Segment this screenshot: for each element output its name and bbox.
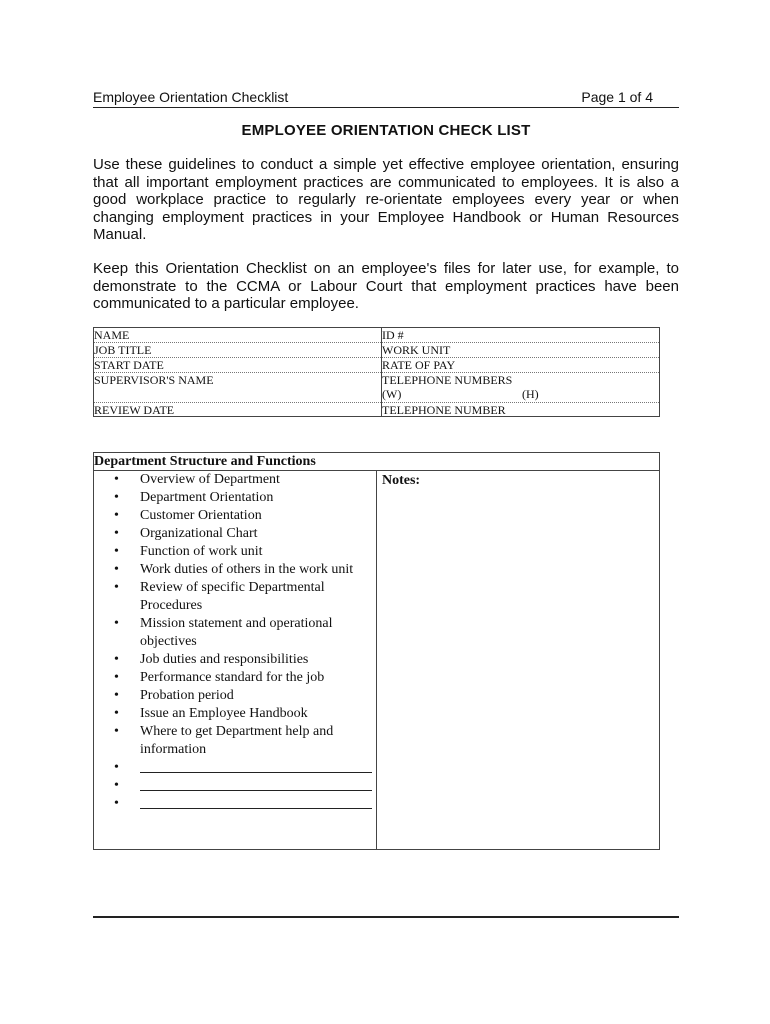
list-item-text: Probation period bbox=[140, 688, 234, 703]
list-item bbox=[94, 705, 376, 723]
list-item-text: Mission statement and operational objectives bbox=[140, 616, 333, 649]
bullet-icon: • bbox=[114, 472, 119, 487]
list-item bbox=[94, 543, 376, 561]
list-item bbox=[94, 579, 376, 615]
department-checklist bbox=[94, 471, 376, 813]
blank-list-item[interactable] bbox=[94, 777, 376, 795]
bullet-icon: • bbox=[114, 688, 119, 703]
list-item bbox=[94, 669, 376, 687]
footer-rule bbox=[93, 916, 679, 918]
id-field[interactable]: ID # bbox=[382, 328, 659, 343]
blank-list-item[interactable] bbox=[94, 795, 376, 813]
telephone-numbers-subfields bbox=[382, 387, 659, 401]
header-page-number: Page 1 of 4 bbox=[581, 89, 653, 105]
bullet-icon: • bbox=[114, 724, 119, 739]
list-item-text: Organizational Chart bbox=[140, 526, 258, 541]
department-structure-table bbox=[93, 452, 660, 850]
list-item-text: Job duties and responsibilities bbox=[140, 652, 309, 667]
name-field[interactable]: NAME bbox=[94, 328, 381, 343]
list-item bbox=[94, 687, 376, 705]
bullet-icon: • bbox=[114, 544, 119, 559]
employee-info-table bbox=[93, 327, 660, 417]
list-item-text: Function of work unit bbox=[140, 544, 263, 559]
bullet-icon: • bbox=[114, 760, 119, 775]
list-item bbox=[94, 507, 376, 525]
list-item-text: Performance standard for the job bbox=[140, 670, 325, 685]
bullet-icon: • bbox=[114, 778, 119, 793]
column-divider bbox=[376, 471, 377, 849]
list-item bbox=[94, 723, 376, 759]
list-item bbox=[94, 489, 376, 507]
department-section-heading: Department Structure and Functions bbox=[94, 453, 659, 471]
list-item-text: Review of specific Departmental Procedures bbox=[140, 580, 325, 613]
list-item bbox=[94, 525, 376, 543]
storage-paragraph: Keep this Orientation Checklist on an employee's files for later use, for example, to demonstrate to the CCMA or Labour Court that employment practices have been communicated to a particular employee. bbox=[93, 260, 679, 312]
list-item-text: Customer Orientation bbox=[140, 508, 262, 523]
bullet-icon: • bbox=[114, 526, 119, 541]
intro-paragraph: Use these guidelines to conduct a simple yet effective employee orientation, ensuring that all important employment practices are communicated to employees. It is also a good workplace practice to regularly re-orientate employees every year or when changing employment practices in your Employee Handbook or Human Resources Manual. bbox=[93, 156, 679, 243]
work-unit-field[interactable]: WORK UNIT bbox=[382, 343, 659, 358]
telephone-numbers-label: TELEPHONE NUMBERS bbox=[382, 373, 513, 387]
job-title-field[interactable]: JOB TITLE bbox=[94, 343, 381, 358]
document-title: EMPLOYEE ORIENTATION CHECK LIST bbox=[241, 122, 531, 139]
list-item-text: Issue an Employee Handbook bbox=[140, 706, 308, 721]
bullet-icon: • bbox=[114, 562, 119, 577]
bullet-icon: • bbox=[114, 490, 119, 505]
supervisor-name-field[interactable]: SUPERVISOR'S NAME bbox=[94, 373, 381, 403]
list-item-text: Department Orientation bbox=[140, 490, 274, 505]
blank-list-item[interactable] bbox=[94, 759, 376, 777]
work-phone-label: (W) bbox=[382, 387, 402, 401]
bullet-icon: • bbox=[114, 508, 119, 523]
bullet-icon: • bbox=[114, 706, 119, 721]
page-header bbox=[93, 89, 679, 108]
list-item-text: Overview of Department bbox=[140, 472, 280, 487]
bullet-icon: • bbox=[114, 616, 119, 631]
employee-info-left-column bbox=[94, 328, 382, 416]
list-item-text: Work duties of others in the work unit bbox=[140, 562, 354, 577]
bullet-icon: • bbox=[114, 652, 119, 667]
bullet-icon: • bbox=[114, 670, 119, 685]
blank-entry-line[interactable] bbox=[140, 759, 372, 773]
notes-label: Notes: bbox=[382, 473, 421, 488]
list-item bbox=[94, 651, 376, 669]
employee-info-right-column bbox=[382, 328, 659, 416]
list-item bbox=[94, 471, 376, 489]
bullet-icon: • bbox=[114, 580, 119, 595]
list-item-text: Where to get Department help and information bbox=[140, 724, 334, 757]
header-document-title: Employee Orientation Checklist bbox=[93, 89, 289, 105]
rate-of-pay-field[interactable]: RATE OF PAY bbox=[382, 358, 659, 373]
start-date-field[interactable]: START DATE bbox=[94, 358, 381, 373]
home-phone-label: (H) bbox=[522, 387, 539, 401]
telephone-numbers-field[interactable] bbox=[382, 373, 659, 403]
review-date-field[interactable]: REVIEW DATE bbox=[94, 403, 175, 417]
blank-entry-line[interactable] bbox=[140, 795, 372, 809]
bullet-icon: • bbox=[114, 796, 119, 811]
blank-entry-line[interactable] bbox=[140, 777, 372, 791]
list-item bbox=[94, 561, 376, 579]
telephone-number-field[interactable]: TELEPHONE NUMBER bbox=[382, 403, 506, 417]
list-item bbox=[94, 615, 376, 651]
